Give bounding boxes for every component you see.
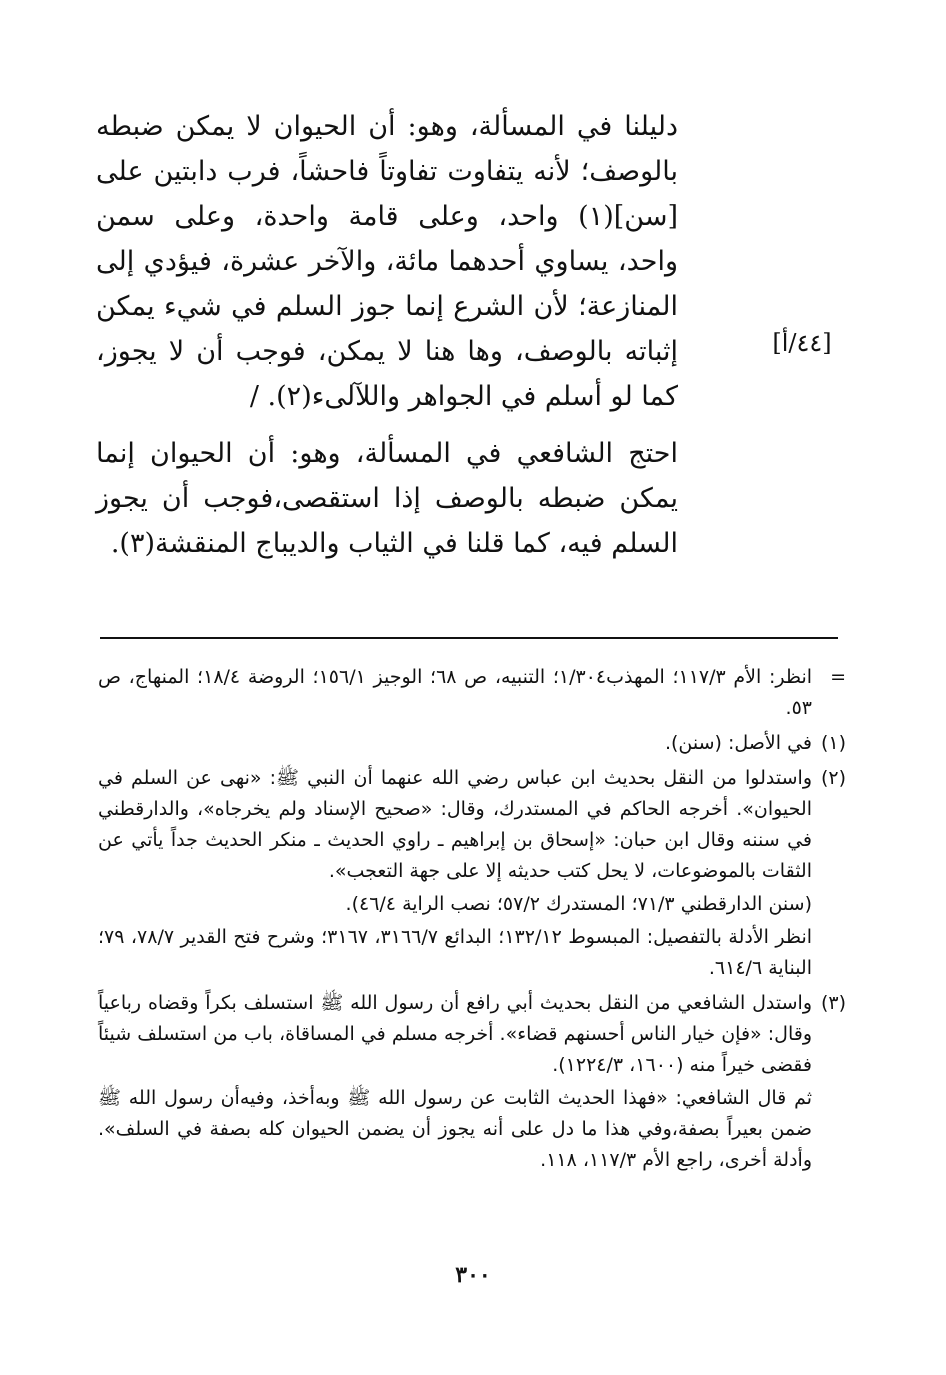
footnote-line: انظر: الأم ١١٧/٣؛ المهذب١/٣٠٤؛ التنبيه، ص ٦٨؛ الوجيز ١٥٦/١؛ الروضة ١٨/٤؛ المنهاج، ص ٥٣. [98, 666, 813, 719]
footnote-line: في الأصل: (سنن). [664, 732, 812, 754]
footnote-3 [98, 988, 846, 1176]
footnote-number: (٣) [820, 992, 846, 1014]
footnote-1 [98, 728, 846, 759]
footnote-number: (٢) [820, 767, 846, 789]
footnote-line: (سنن الدارقطني ٧١/٣؛ المستدرك ٥٧/٢؛ نصب الراية ٤٦/٤). [345, 893, 812, 915]
main-text-block [96, 104, 678, 566]
footnote-line: واستدل الشافعي من النقل بحديث أبي رافع أن رسول الله ﷺ استسلف بكراً وقضاه رباعياً وقال: «فإن خيار الناس أحسنهم قضاء». أخرجه مسلم في المساقاة، باب من استسلف شيئاً فقضى خيراً منه (١٦٠٠، ١٢٢٤/٣). [98, 992, 812, 1076]
footnote-continuation [98, 662, 846, 724]
page-number: ٣٠٠ [455, 1262, 491, 1288]
footnote-marker: = [830, 666, 846, 688]
folio-marginal-note: [٤٤/أ] [772, 329, 832, 357]
main-paragraph-1: دليلنا في المسألة، وهو: أن الحيوان لا يمكن ضبطه بالوصف؛ لأنه يتفاوت تفاوتاً فاحشاً، فرب دابتين على [سن](١) واحد، وعلى قامة واحدة، وعلى سمن واحد، يساوي أحدهما مائة، والآخر عشرة، فيؤدي إلى المنازعة؛ لأن الشرع إنما جوز السلم في شيء يمكن إثباته بالوصف، وها هنا لا يمكن، فوجب أن لا يجوز، كما لو أسلم في الجواهر واللآلىء(٢). / [96, 111, 678, 412]
footnote-line: انظر الأدلة بالتفصيل: المبسوط ١٣٢/١٢؛ البدائع ٣١٦٦/٧، ٣١٦٧؛ وشرح فتح القدير ٧٨/٧، ٧٩؛ البناية ٦١٤/٦. [98, 926, 813, 979]
footnote-2 [98, 763, 846, 984]
footnote-number: (١) [820, 732, 846, 754]
footnote-line: ثم قال الشافعي: «فهذا الحديث الثابت عن رسول الله ﷺ وبه‌أخذ، وفيه‌أن رسول الله ﷺ ضمن بعيراً بصفة،وفي هذا ما دل على أنه يجوز أن يضمن الحيوان كله بصفة في السلف». وأدلة أخرى، راجع الأم ١١٧/٣، ١١٨. [98, 1087, 812, 1171]
footnotes-block [98, 662, 846, 1180]
footnote-body [98, 988, 812, 1176]
footnote-body [98, 763, 812, 984]
footnote-body [98, 662, 812, 724]
footnote-body [98, 728, 812, 759]
footnote-divider [100, 637, 838, 639]
main-paragraph-2: احتج الشافعي في المسألة، وهو: أن الحيوان إنما يمكن ضبطه بالوصف إذا استقصى،فوجب أن يجوز السلم فيه، كما قلنا في الثياب والديباج المنقشة(٣). [96, 438, 678, 559]
footnote-line: واستدلوا من النقل بحديث ابن عباس رضي الله عنهما أن النبي ﷺ: «نهى عن السلم في الحيوان». أخرجه الحاكم في المستدرك، وقال: «صحيح الإسناد ولم يخرجاه»، والدارقطني في سننه وقال ابن حبان: «إسحاق بن إبراهيم ـ راوي الحديث ـ منكر الحديث جداً يأتي عن الثقات بالموضوعات، لا يحل كتب حديثه إلا على جهة التعجب». [98, 767, 812, 882]
